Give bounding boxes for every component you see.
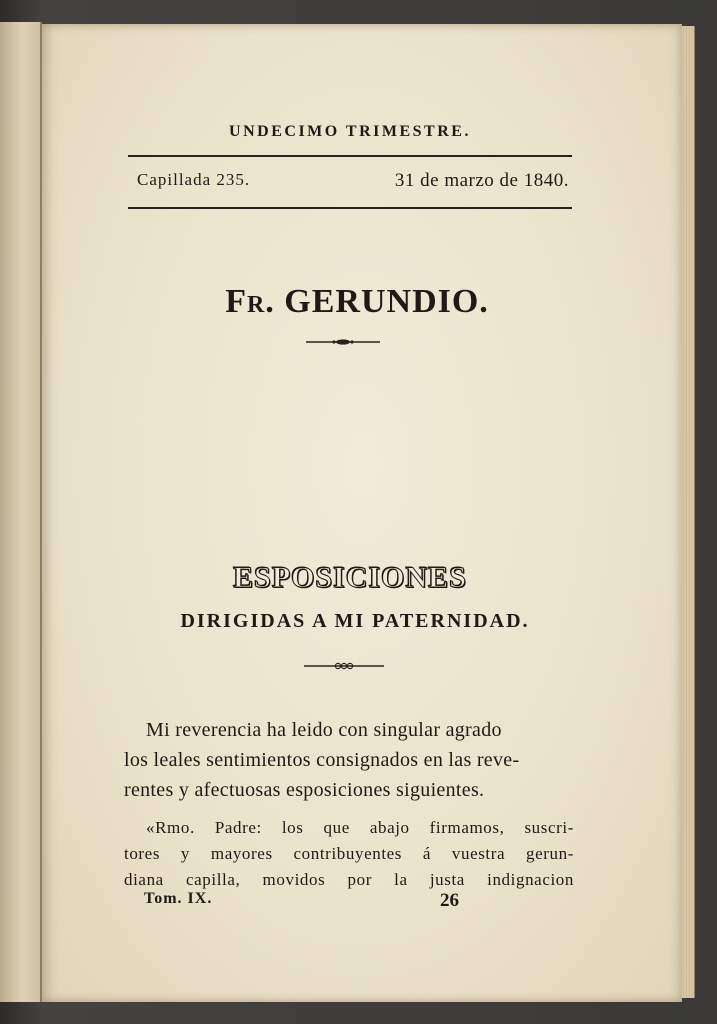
body-line: rentes y afectuosas esposiciones siguientes. <box>124 779 485 801</box>
header-rule-bottom <box>128 207 572 209</box>
header-rule-top <box>128 155 572 157</box>
quote-line: diana capilla, movidos por la justa indignacion <box>124 870 574 889</box>
capillada-number: Capillada 235. <box>137 170 251 189</box>
quote-line: «Rmo. Padre: los que abajo firmamos, suscri- <box>146 818 574 837</box>
trimester-heading: UNDECIMO TRIMESTRE. <box>229 123 471 140</box>
ornament-divider-top <box>306 338 380 346</box>
issue-date: 31 de marzo de 1840. <box>394 170 569 191</box>
page-stack-edge <box>682 26 695 998</box>
section-subheading: DIRIGIDAS A MI PATERNIDAD. <box>180 610 530 632</box>
signature-number: 26 <box>440 890 459 911</box>
body-line: Mi reverencia ha leido con singular agrado <box>146 719 502 741</box>
facing-page-edge <box>0 22 42 1002</box>
ornament-divider-bottom <box>304 662 384 670</box>
body-line: los leales sentimientos consignados en las reve- <box>124 749 520 771</box>
body-paragraph <box>124 715 576 805</box>
quoted-address <box>124 815 574 893</box>
section-heading: ESPOSICIONES <box>233 561 467 594</box>
quote-line: tores y mayores contribuyentes á vuestra gerun- <box>124 844 574 863</box>
publication-title: Fr. GERUNDIO. <box>225 283 489 320</box>
tome-number: Tom. IX. <box>144 890 213 907</box>
